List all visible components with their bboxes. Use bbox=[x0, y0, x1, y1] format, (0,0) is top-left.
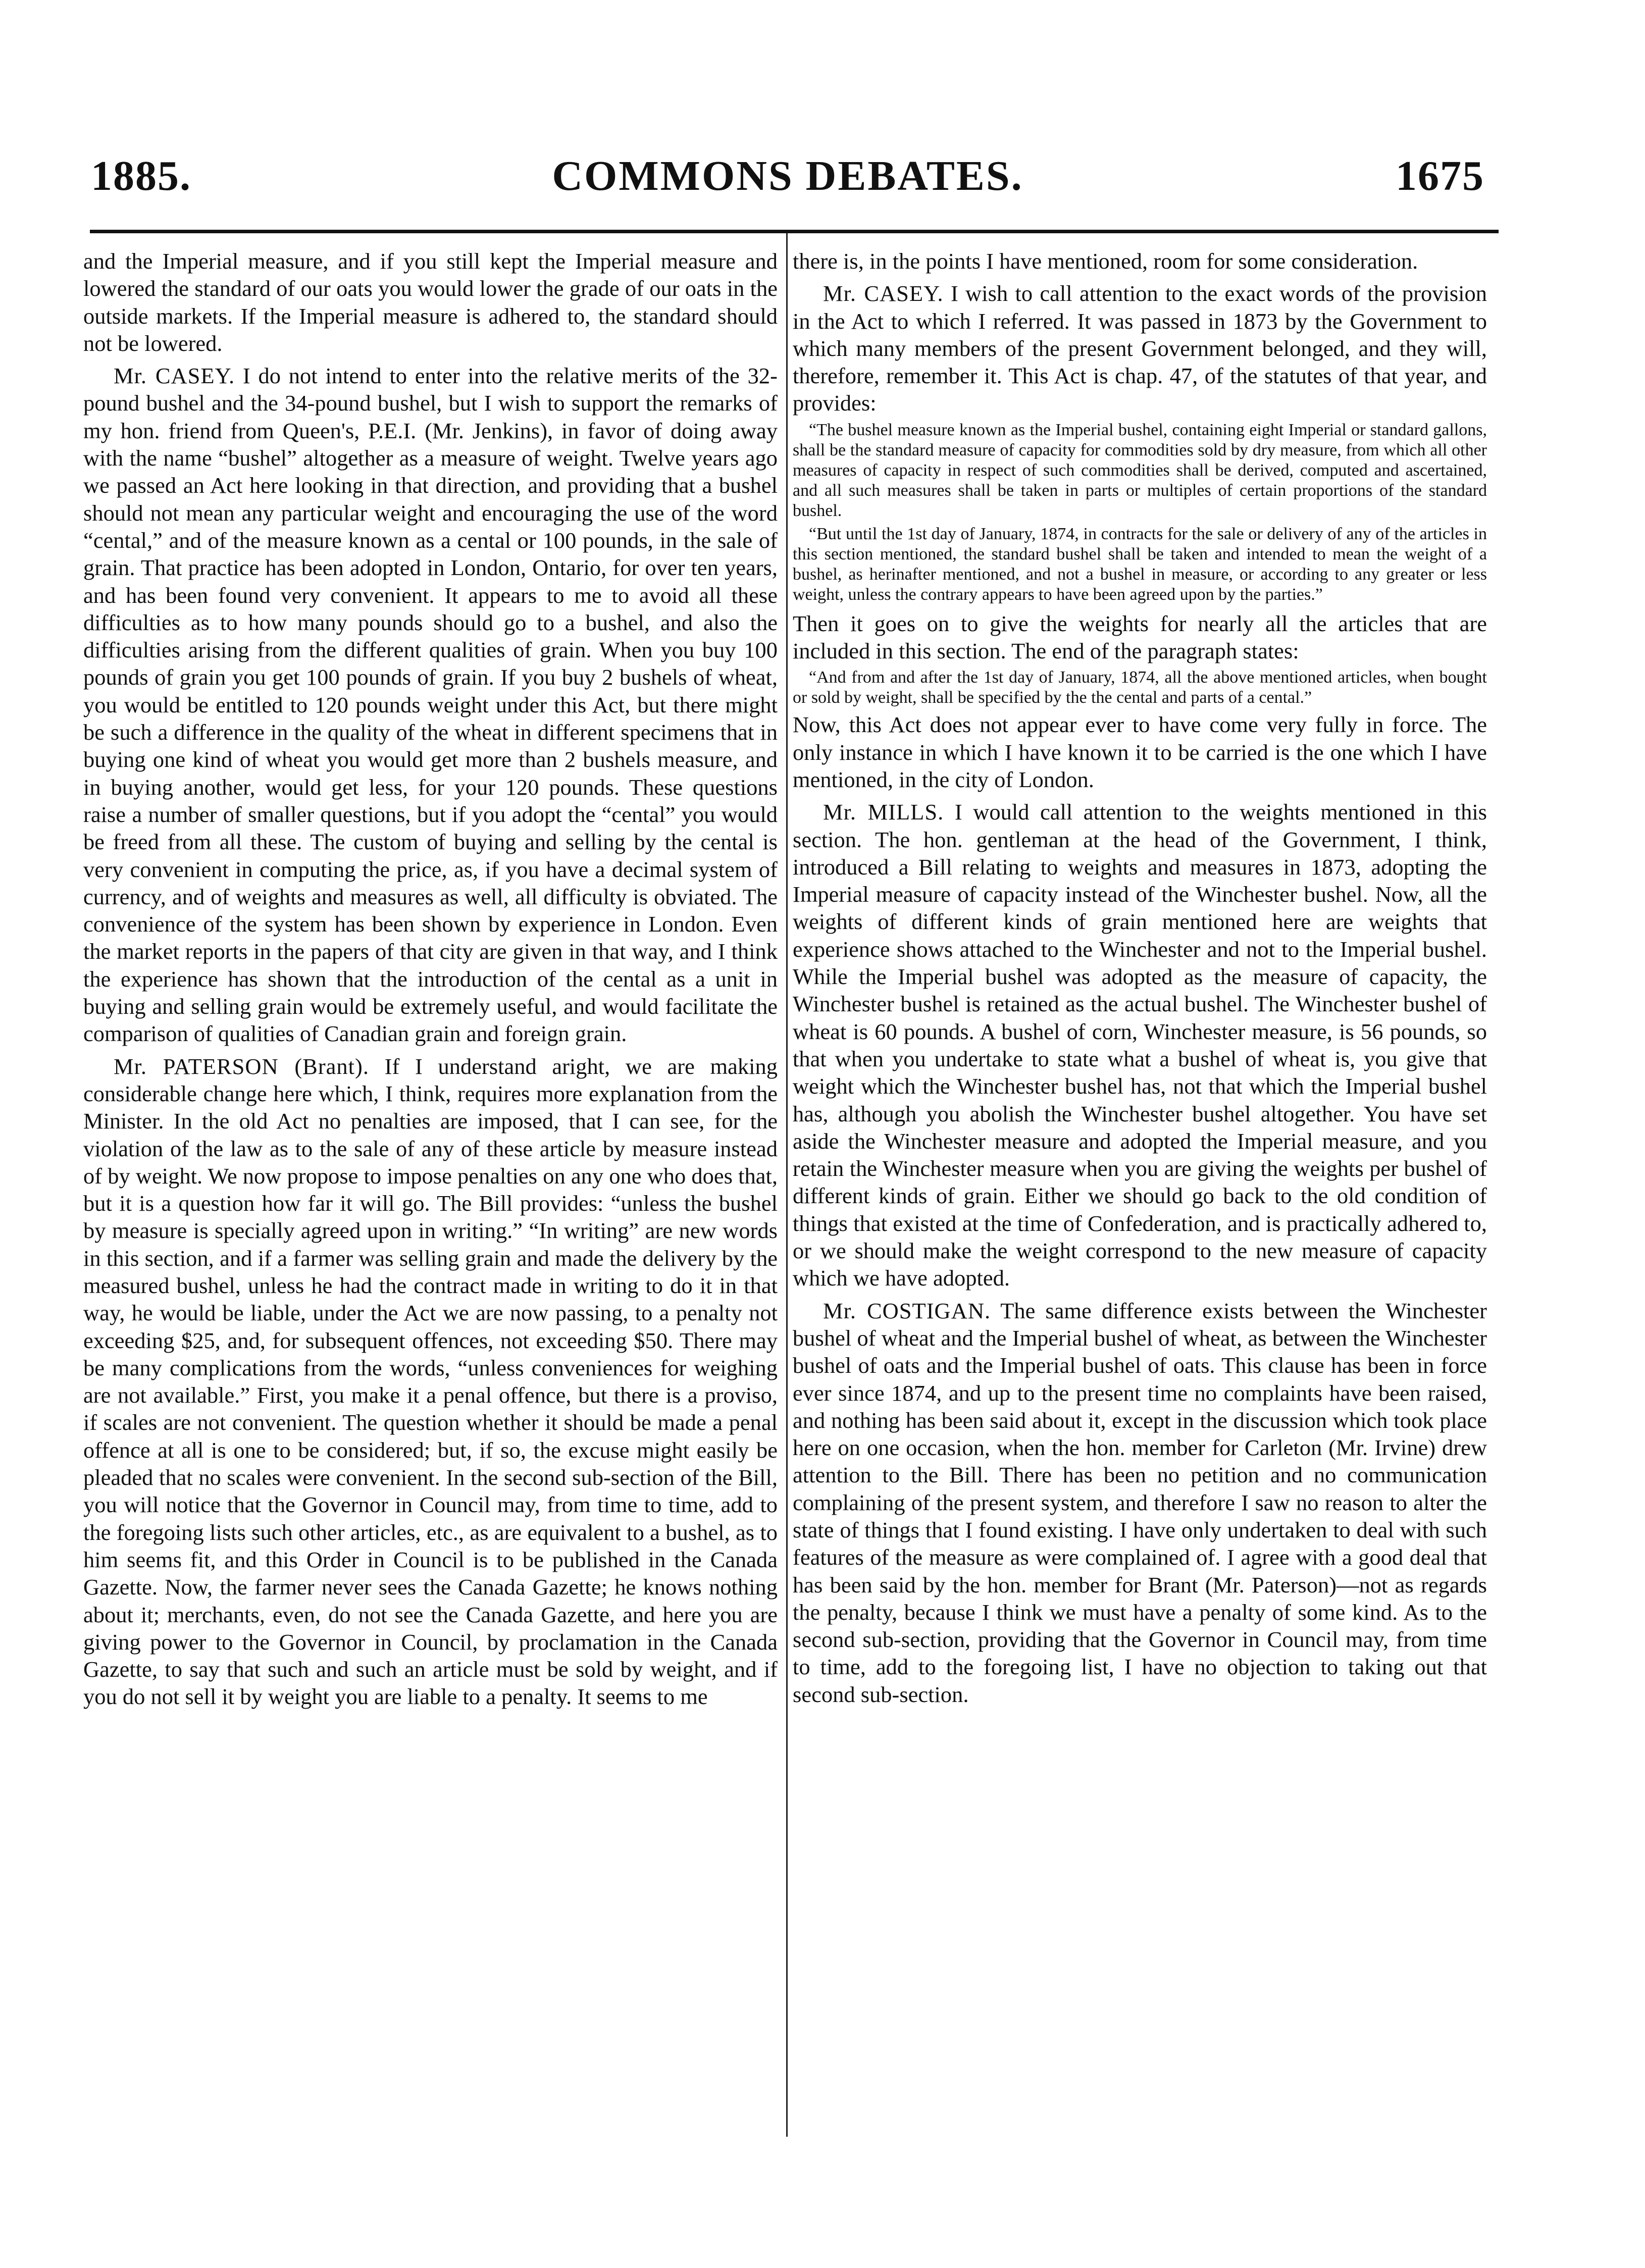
speaker-name: Mr. COSTIGAN. bbox=[823, 1298, 991, 1323]
header-title: COMMONS DEBATES. bbox=[552, 152, 1023, 199]
column-divider bbox=[786, 233, 788, 2137]
speech-text: I would call attention to the weights mentioned in this section. The hon. gentleman at the head of the Government, I think, introduced a Bill relating to weights and measures in 1873, adopting the Imperial measure of capacity instead of the Winchester bushel. Now, all the weights of different kinds of grain mentioned here are weights that experience shows attached to the Winchester and not to the Imperial bushel. While the Imperial bushel was adopted as the measure of capacity, the Winchester bushel is retained as the actual bushel. The Winchester bushel of wheat is 60 pounds. A bushel of corn, Winchester measure, is 56 pounds, so that when you undertake to state what a bushel of wheat is, you give that weight which the Winchester bushel has, not that which the Imperial bushel has, although you abolish the Winchester bushel altogether. You have set aside the Winchester measure and adopted the Imperial measure, and you retain the Winchester measure when you are giving the weights per bushel of different kinds of grain. Either we should go back to the old condition of things that existed at the time of Confederation, and is practically adhered to, or we should make the weight correspond to the new measure of capacity which we have adopted. bbox=[793, 799, 1487, 1291]
left-column bbox=[83, 247, 778, 2146]
speaker-name: Mr. MILLS. bbox=[823, 799, 944, 825]
speaker-name: Mr. PATERSON (Brant). bbox=[114, 1053, 369, 1079]
speaker-name: Mr. CASEY. bbox=[823, 281, 944, 306]
speech-paragraph bbox=[83, 1053, 778, 1711]
paragraph-text: there is, in the points I have mentioned, room for some consideration. bbox=[793, 248, 1418, 274]
quoted-statute bbox=[793, 420, 1487, 521]
paragraph bbox=[83, 247, 778, 357]
quoted-statute bbox=[793, 667, 1487, 708]
header-page-number: 1675 bbox=[1396, 152, 1484, 199]
speech-paragraph bbox=[793, 280, 1487, 417]
speaker-name: Mr. CASEY. bbox=[114, 363, 235, 389]
speech-text: If I understand aright, we are making considerable change here which, I think, requires more explanation from the Minister. In the old Act no penalties are imposed, that I can see, for the violation of the law as to the sale of any of these article by measure instead of by weight. We now propose to impose penalties on any one who does that, but it is a question how far it will go. The Bill provides: “unless the bushel by measure is specially agreed upon in writing.” “In writing” are new words in this section, and if a farmer was selling grain and made the delivery by the measured bushel, unless he had the contract made in writing to do it in that way, he would be liable, under the Act we are now passing, to a penalty not exceeding $25, and, for subsequent offences, not exceeding $50. There may be many complications from the words, “unless conveniences for weighing are not available.” First, you make it a penal offence, but there is a proviso, if scales are not convenient. The question whether it should be made a penal offence at all is one to be considered; but, if so, the excuse might easily be pleaded that no scales were convenient. In the second sub-section of the Bill, you will notice that the Governor in Council may, from time to time, add to the foregoing lists such other articles, etc., as are equivalent to a bushel, as to him seems fit, and this Order in Council is to be published in the Canada Gazette. Now, the farmer never sees the Canada Gazette; he knows nothing about it; merchants, even, do not see the Canada Gazette, and here you are giving power to the Governor in Council, by proclamation in the Canada Gazette, to say that such and such an article must be sold by weight, and if you do not sell it by weight you are liable to a penalty. It seems to me bbox=[83, 1053, 778, 1710]
paragraph-text: and the Imperial measure, and if you still kept the Imperial measure and lowered the standard of our oats you would lower the grade of our oats in the outside markets. If the Imperial measure is adhered to, the standard should not be lowered. bbox=[83, 248, 778, 356]
speech-paragraph bbox=[83, 362, 778, 1047]
quote-text: “The bushel measure known as the Imperial bushel, containing eight Imperial or standard gallons, shall be the standard measure of capacity for commodities sold by dry measure, from which all other measures of capacity in respect of such commodities shall be derived, computed and ascertained, and all such measures shall be taken in parts or multiples of certain proportions of the standard bushel. bbox=[793, 420, 1487, 520]
paragraph-text: Then it goes on to give the weights for nearly all the articles that are included in this section. The end of the paragraph states: bbox=[793, 610, 1487, 664]
quote-text: “And from and after the 1st day of January, 1874, all the above mentioned articles, when bought or sold by weight, shall be specified by the the cental and parts of a cental.” bbox=[793, 668, 1487, 707]
speech-paragraph bbox=[793, 798, 1487, 1292]
paragraph bbox=[793, 247, 1487, 275]
speech-text: The same difference exists between the Winchester bushel of wheat and the Imperial bushel of wheat, as between the Winchester bushel of oats and the Imperial bushel of oats. This clause has been in force ever since 1874, and up to the present time no complaints have been raised, and nothing has been said about it, except in the discussion which took place here on one occasion, when the hon. member for Carleton (Mr. Irvine) drew attention to the Bill. There has been no petition and no communication complaining of the present system, and therefore I saw no reason to alter the state of things that I found existing. I have only undertaken to deal with such features of the measure as were complained of. I agree with a good deal that has been said by the hon. member for Brant (Mr. Paterson)—not as regards the penalty, because I think we must have a penalty of some kind. As to the second sub-section, providing that the Governor in Council may, from time to time, add to the foregoing list, I have no objection to taking out that second sub-section. bbox=[793, 1298, 1487, 1707]
header-rule bbox=[90, 230, 1499, 233]
page-header bbox=[81, 151, 1495, 207]
quote-text: “But until the 1st day of January, 1874, in contracts for the sale or delivery of any of the articles in this section mentioned, the standard bushel shall be taken and intended to mean the weight of a bushel, as herinafter mentioned, and not a bushel in measure, or according to any greater or less weight, unless the contrary appears to have been agreed upon by the parties.” bbox=[793, 524, 1487, 604]
quoted-statute bbox=[793, 524, 1487, 605]
speech-text: I wish to call attention to the exact words of the provision in the Act to which I referred. It was passed in 1873 by the Government to which many members of the present Government belonged, and they will, therefore, remember it. This Act is chap. 47, of the statutes of that year, and provides: bbox=[793, 281, 1487, 416]
paragraph-text: Now, this Act does not appear ever to have come very fully in force. The only instance in which I have known it to be carried is the one which I have mentioned, in the city of London. bbox=[793, 712, 1487, 792]
right-column bbox=[793, 247, 1487, 2146]
speech-paragraph bbox=[793, 1297, 1487, 1708]
paragraph bbox=[793, 610, 1487, 665]
speech-text: I do not intend to enter into the relative merits of the 32-pound bushel and the 34-pound bushel, but I wish to support the remarks of my hon. friend from Queen's, P.E.I. (Mr. Jenkins), in favor of doing away with the name “bushel” altogether as a measure of weight. Twelve years ago we passed an Act here looking in that direction, and providing that a bushel should not mean any particular weight and encouraging the use of the word “cental,” and of the measure known as a cental or 100 pounds, in the sale of grain. That practice has been adopted in London, Ontario, for over ten years, and has been found very convenient. It appears to me to avoid all these difficulties as to how many pounds should go to a bushel, and also the difficulties arising from the different qualities of grain. When you buy 100 pounds of grain you get 100 pounds of grain. If you buy 2 bushels of wheat, you would be entitled to 120 pounds weight under this Act, but there might be such a difference in the quality of the wheat in different specimens that in buying one kind of wheat you would get more than 2 bushels measure, and in buying another, would get less, for your 120 pounds. These questions raise a number of smaller questions, but if you adopt the “cental” you would be freed from all these. The custom of buying and selling by the cental is very convenient in computing the price, as, if you have a decimal system of currency, and of weights and measures as well, all difficulty is obviated. The convenience of the system has been shown by experience in London. Even the market reports in the papers of that city are given in that way, and I think the experience has shown that the introduction of the cental as a unit in buying and selling grain would be extremely useful, and would facilitate the comparison of qualities of Canadian grain and foreign grain. bbox=[83, 363, 778, 1047]
header-year: 1885. bbox=[91, 152, 191, 199]
paragraph bbox=[793, 711, 1487, 793]
